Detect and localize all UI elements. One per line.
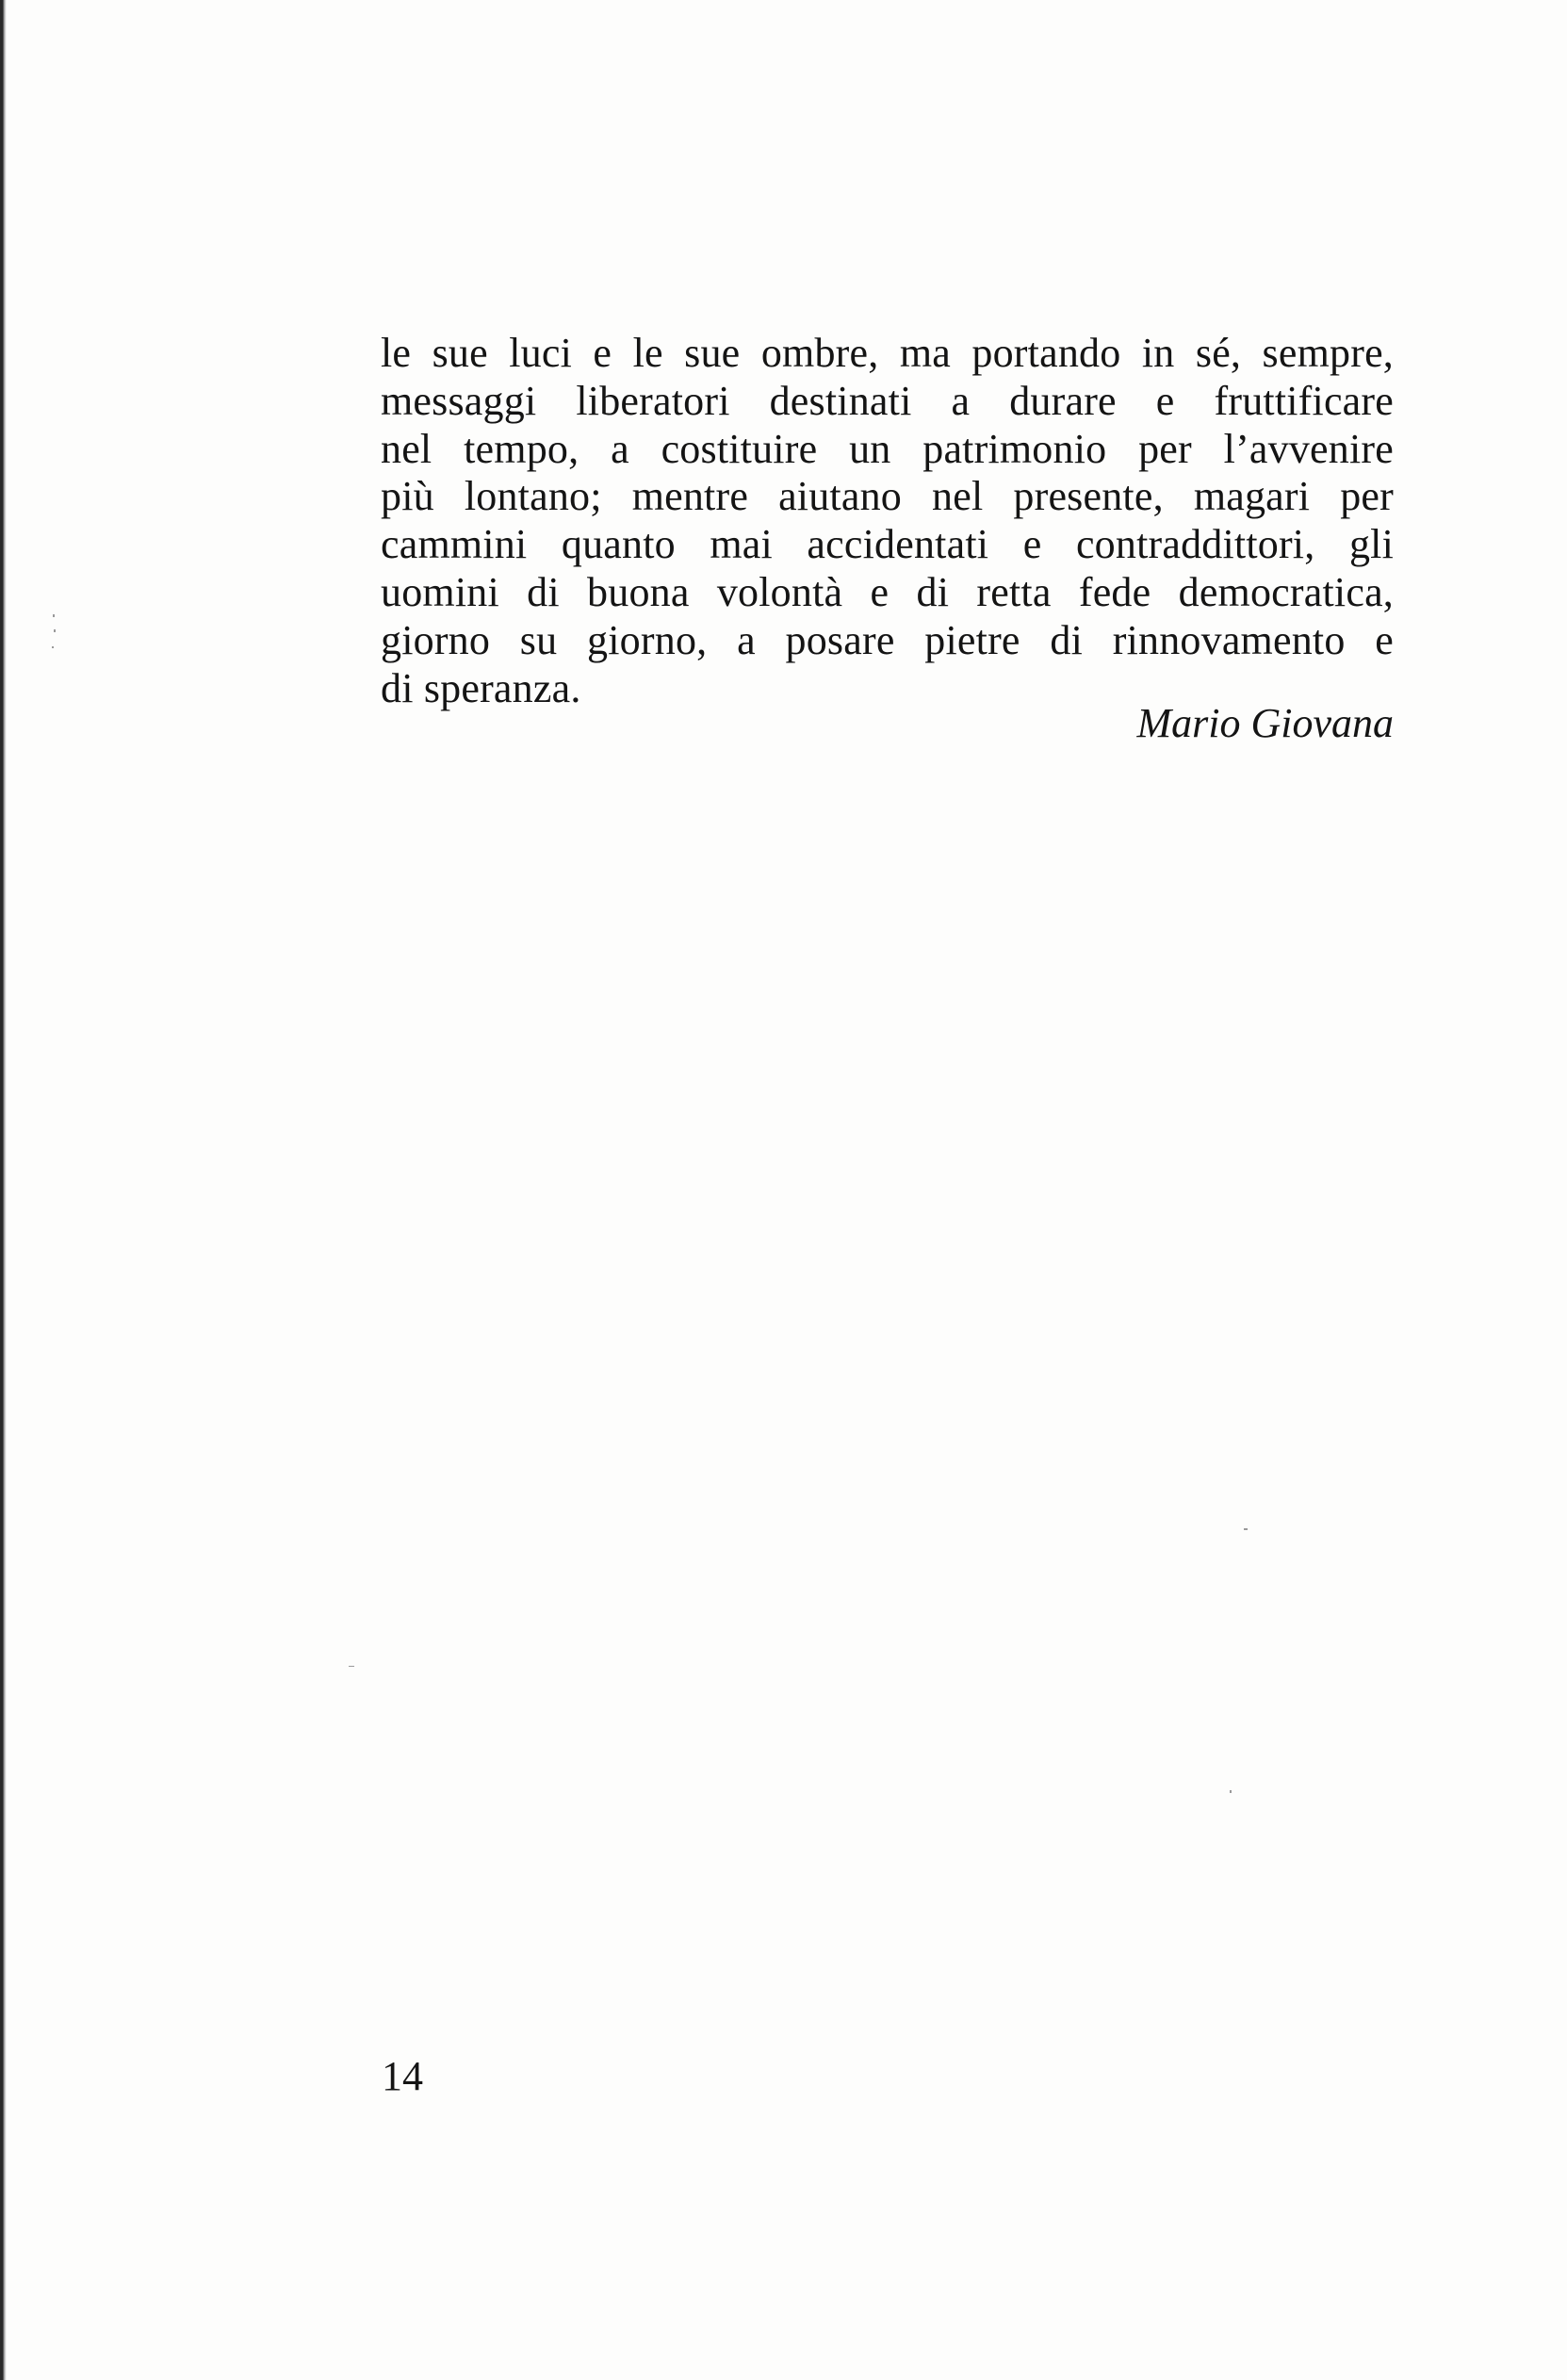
scan-speck xyxy=(1230,1790,1232,1793)
author-signature: Mario Giovana xyxy=(1136,700,1394,746)
scan-speck xyxy=(52,646,54,648)
text-line: messaggi liberatori destinati a durare e fruttificare xyxy=(381,377,1394,424)
text-line: uomini di buona volontà e di retta fede democratica, xyxy=(381,568,1394,615)
text-line: nel tempo, a costituire un patrimonio per l’avvenire xyxy=(381,425,1394,472)
page-number: 14 xyxy=(382,2053,423,2099)
page-binding-edge xyxy=(0,0,7,2380)
scan-speck xyxy=(54,629,56,632)
scan-speck xyxy=(1244,1528,1248,1530)
text-line: di speranza. xyxy=(381,664,581,711)
scan-speck xyxy=(53,614,55,617)
body-text xyxy=(381,330,1394,712)
text-line: giorno su giorno, a posare pietre di rinnovamento e xyxy=(381,616,1394,663)
text-line: le sue luci e le sue ombre, ma portando in sé, sempre, xyxy=(381,330,1394,376)
text-line: più lontano; mentre aiutano nel presente, magari per xyxy=(381,473,1394,520)
scan-speck xyxy=(349,1666,354,1667)
text-line: cammini quanto mai accidentati e contraddittori, gli xyxy=(381,521,1394,568)
